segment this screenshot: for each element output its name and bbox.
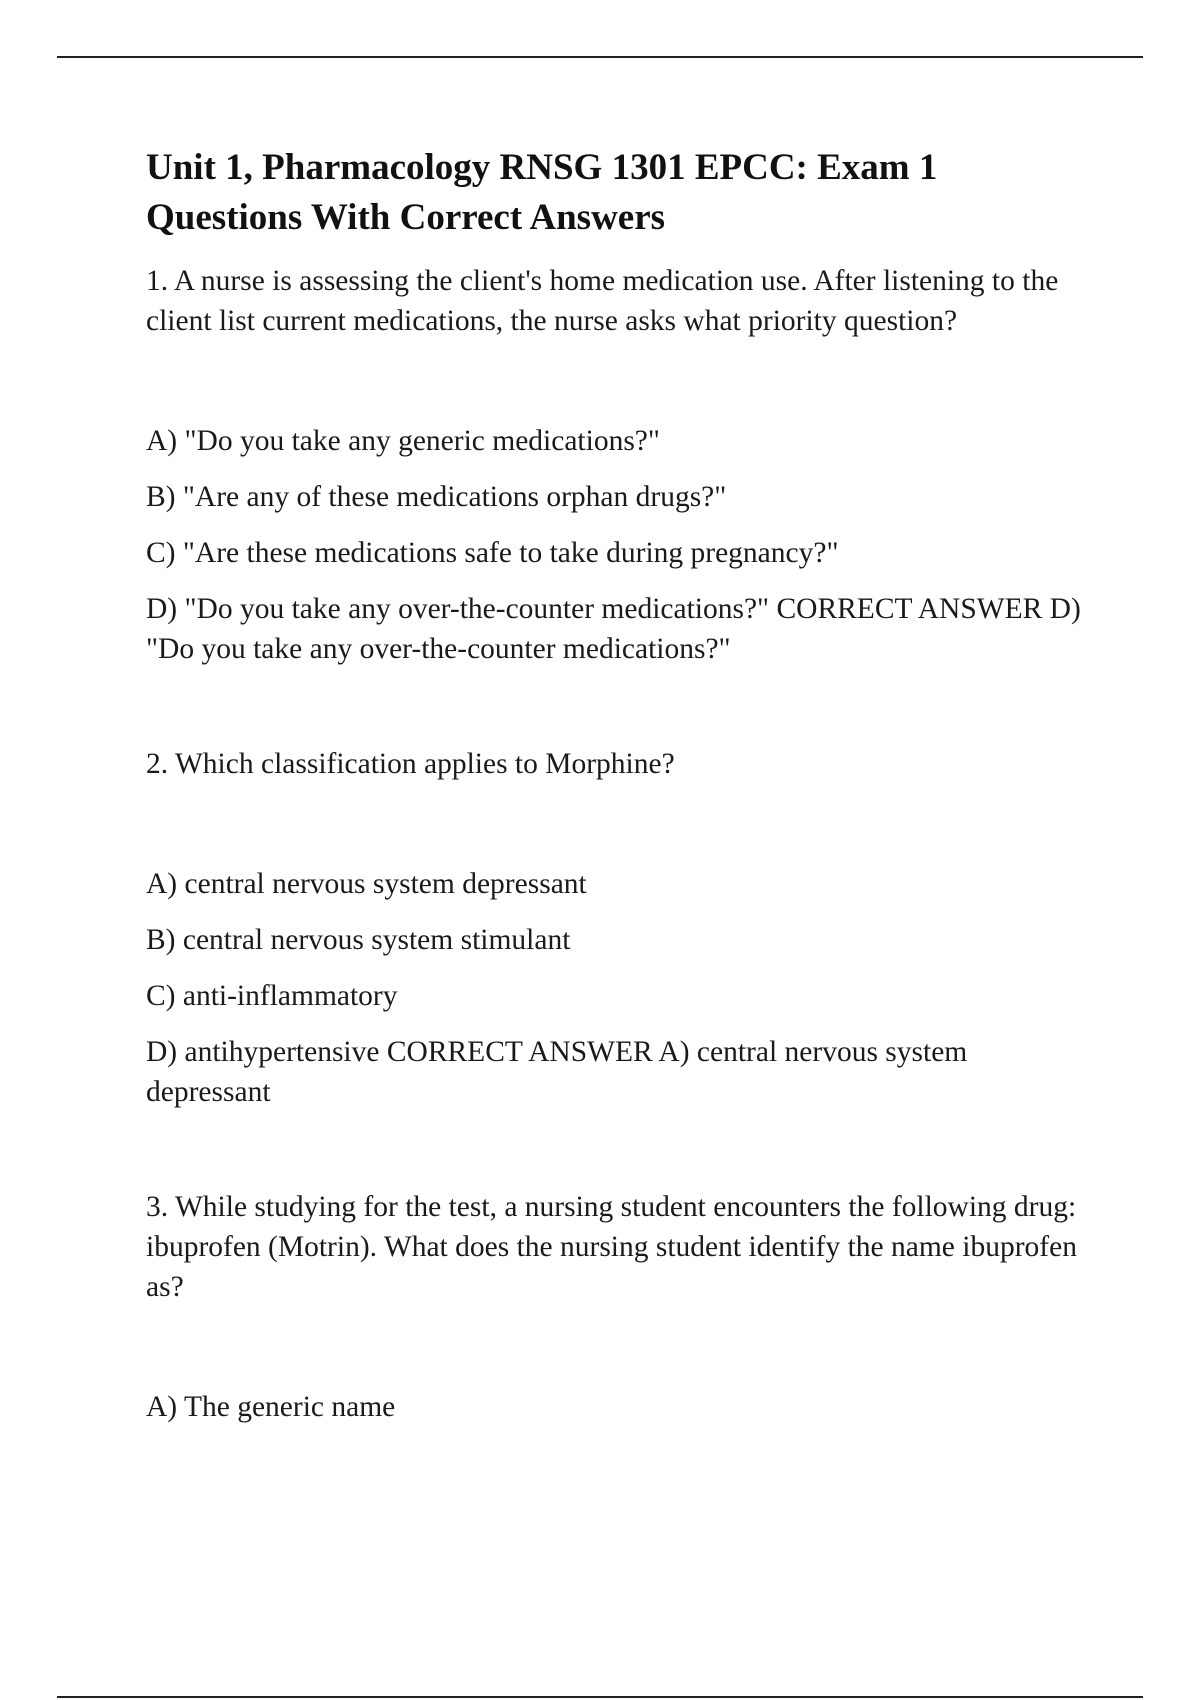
answer-option-with-correct-answer: D) antihypertensive CORRECT ANSWER A) central nervous system depressant: [146, 1036, 968, 1108]
answer-option-with-correct-answer: D) "Do you take any over-the-counter medications?" CORRECT ANSWER D) "Do you take any over-the-counter medications?": [146, 593, 1081, 665]
question-text: 1. A nurse is assessing the client's home medication use. After listening to the client list current medications, the nurse asks what priority question?: [146, 265, 1059, 337]
top-divider: [57, 56, 1143, 58]
answer-option: A) "Do you take any generic medications?": [146, 425, 660, 457]
answer-option: C) anti-inflammatory: [146, 980, 398, 1012]
question-text: 2. Which classification applies to Morphine?: [146, 748, 675, 780]
question-3: [146, 1187, 1096, 1427]
question-2: [146, 744, 1096, 1112]
answer-option: A) central nervous system depressant: [146, 868, 587, 900]
question-1: [146, 261, 1096, 669]
document-content: [146, 143, 1096, 1427]
answer-option: C) "Are these medications safe to take during pregnancy?": [146, 537, 839, 569]
bottom-divider: [57, 1696, 1143, 1698]
answer-option: B) "Are any of these medications orphan drugs?": [146, 481, 727, 513]
answer-option: B) central nervous system stimulant: [146, 924, 571, 956]
answer-option: A) The generic name: [146, 1391, 396, 1423]
question-text: 3. While studying for the test, a nursing student encounters the following drug: ibuprofen (Motrin). What does the nursing student identify the name ibuprofen as?: [146, 1191, 1077, 1303]
document-title: Unit 1, Pharmacology RNSG 1301 EPCC: Exam 1 Questions With Correct Answers: [146, 147, 938, 238]
